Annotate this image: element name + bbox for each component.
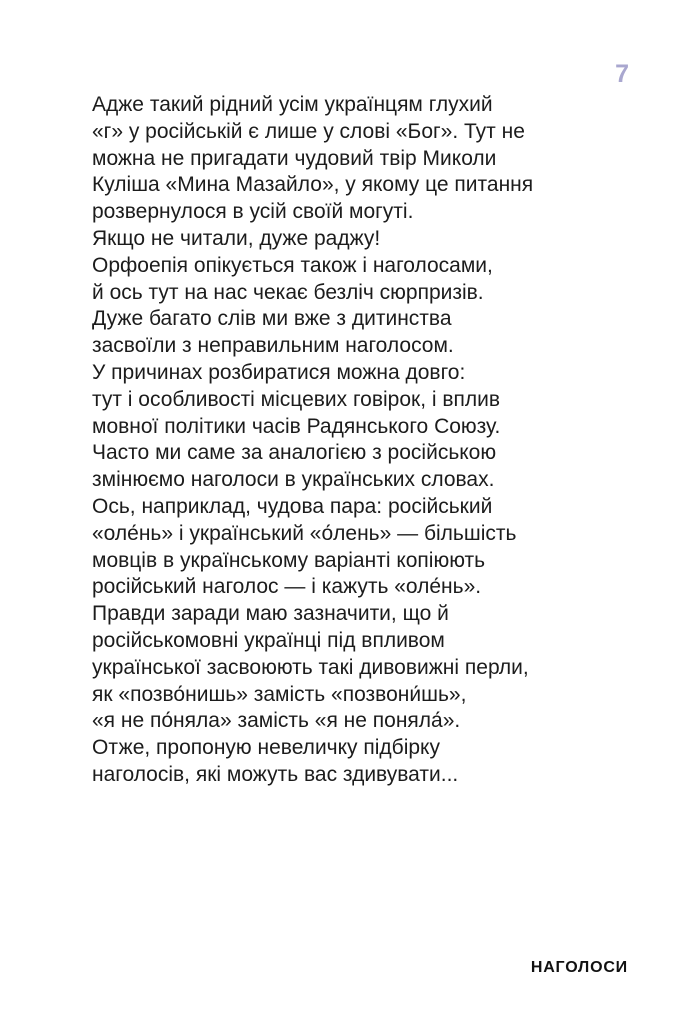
text-line: У причинах розбиратися можна довго: <box>92 360 466 384</box>
text-line: як «позво́нишь» замість «позвони́шь», <box>92 682 467 706</box>
text-line: «я не по́няла» замість «я не поняла́». <box>92 709 461 733</box>
text-line: й ось тут на нас чекає безліч сюрпризів. <box>92 280 484 304</box>
text-line: можна не пригадати чудовий твір Миколи <box>92 146 497 170</box>
text-line: Ось, наприклад, чудова пара: російський <box>92 494 493 518</box>
text-line: розвернулося в усій своїй могуті. <box>92 200 414 224</box>
text-line: «г» у російській є лише у слові «Бог». Тут не <box>92 119 525 143</box>
text-line: змінюємо наголоси в українських словах. <box>92 468 495 492</box>
text-line: російський наголос — і кажуть «оле́нь». <box>92 575 482 599</box>
text-line: мовців в українському варіанті копіюють <box>92 548 486 572</box>
running-footer-title: НАГОЛОСИ <box>530 959 628 976</box>
text-line: Дуже багато слів ми вже з дитинства <box>92 307 452 331</box>
text-line: «оле́нь» і український «о́лень» — більшість <box>92 521 517 545</box>
text-line: наголосів, які можуть вас здивувати... <box>92 762 459 786</box>
text-line: Куліша «Мина Мазайло», у якому це питання <box>92 173 534 197</box>
text-line: російськомовні українці під впливом <box>92 628 445 652</box>
text-line: мовної політики часів Радянського Союзу. <box>92 414 501 438</box>
text-line: Отже, пропоную невеличку підбірку <box>92 736 440 760</box>
text-line: української засвоюють такі дивовижні перли, <box>92 655 529 679</box>
text-line: засвоїли з неправильним наголосом. <box>92 334 454 358</box>
text-line: Правди заради маю зазначити, що й <box>92 602 449 626</box>
text-line: Орфоепія опікується також і наголосами, <box>92 253 493 277</box>
text-line: Якщо не читали, дуже раджу! <box>92 226 381 250</box>
text-line: тут і особливості місцевих говірок, і вплив <box>92 387 501 411</box>
page-number: 7 <box>615 60 629 88</box>
text-line: Адже такий рідний усім українцям глухий <box>92 93 493 116</box>
body-text <box>92 92 632 789</box>
text-line: Часто ми саме за аналогією з російською <box>92 441 497 465</box>
